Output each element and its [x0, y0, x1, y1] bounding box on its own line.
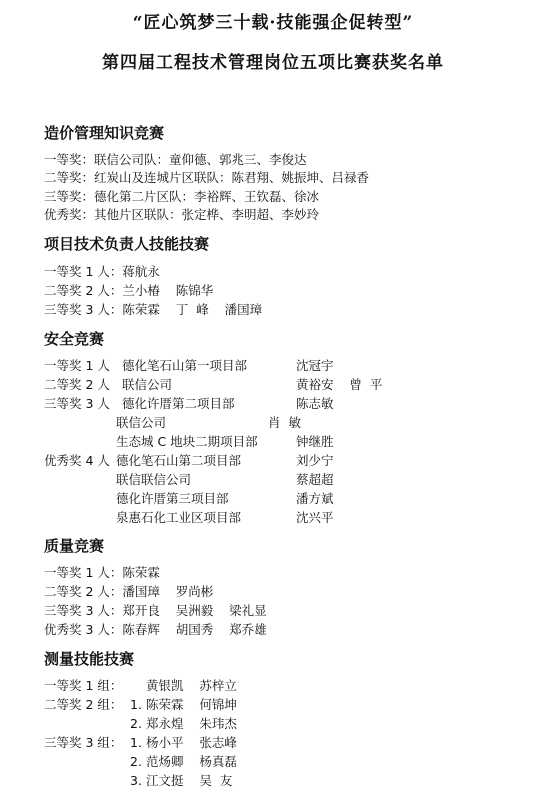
- winner-name: 肖 敏: [268, 415, 301, 430]
- group-number: 1.: [130, 735, 142, 750]
- unit-name: 德化笔石山第一项目部: [122, 358, 248, 373]
- unit-name: 联信联信公司: [116, 472, 192, 487]
- award-line: 二等奖 2 人：潘国璋 罗尚彬: [44, 584, 214, 599]
- winner-name: 钟继胜: [296, 434, 334, 449]
- award-line: 三等奖：德化第二片区队：李裕辉、王钦磊、徐冰: [44, 189, 320, 204]
- winner-name: 沈兴平: [296, 510, 334, 525]
- award-line: 一等奖 1 人：蒋航永: [44, 264, 160, 279]
- award-label: 一等奖 1 组：: [44, 678, 123, 693]
- winner-names: 郑永煌 朱玮杰: [146, 716, 237, 731]
- unit-name: 联信公司: [122, 377, 173, 392]
- winner-name: 蔡超超: [296, 472, 334, 487]
- award-line: 一等奖 1 人：陈荣霖: [44, 565, 160, 580]
- winner-names: 陈荣霖 何锦坤: [146, 697, 237, 712]
- award-line: 二等奖 2 人：兰小椿 陈锦华: [44, 283, 214, 298]
- unit-name: 德化笔石山第二项目部: [116, 453, 242, 468]
- winner-names: 黄银凯 苏梓立: [146, 678, 237, 693]
- section-heading-tech-lead: 项目技术负责人技能技赛: [44, 235, 210, 253]
- award-line: 优秀奖：其他片区联队：张定桦、李明超、李妙玲: [44, 207, 320, 222]
- group-number: 2.: [130, 716, 142, 731]
- award-label: 三等奖 3 人: [44, 396, 110, 411]
- award-line: 三等奖 3 人：陈荣霖 丁 峰 潘国璋: [44, 302, 263, 317]
- winner-names: 杨小平 张志峰: [146, 735, 237, 750]
- award-label: 二等奖 2 人: [44, 377, 110, 392]
- section-heading-quality: 质量竞赛: [44, 537, 105, 555]
- winner-names: 江文挺 吴 友: [146, 773, 233, 788]
- award-label: 一等奖 1 人: [44, 358, 110, 373]
- award-line: 三等奖 3 人：郑开良 吴洲毅 梁礼显: [44, 603, 267, 618]
- section-heading-cost: 造价管理知识竞赛: [44, 124, 165, 142]
- document-title-line1: “匠心筑梦三十载·技能强企促转型”: [132, 13, 414, 33]
- winner-names: 范炀卿 杨真磊: [146, 754, 237, 769]
- winner-name: 沈冠宇: [296, 358, 334, 373]
- winner-name: 黄裕安 曾 平: [296, 377, 383, 392]
- document-title-line2: 第四届工程技术管理岗位五项比赛获奖名单: [102, 53, 444, 73]
- award-label: 二等奖 2 组：: [44, 697, 123, 712]
- unit-name: 生态城 C 地块二期项目部: [116, 434, 258, 449]
- award-label: 三等奖 3 组：: [44, 735, 123, 750]
- award-line: 二等奖：红炭山及连城片区联队：陈君翔、姚振坤、吕禄香: [44, 170, 370, 185]
- section-heading-safety: 安全竞赛: [44, 330, 105, 348]
- group-number: 2.: [130, 754, 142, 769]
- winner-name: 刘少宁: [296, 453, 334, 468]
- award-line: 优秀奖 3 人：陈春辉 胡国秀 郑乔雄: [44, 622, 267, 637]
- group-number: 3.: [130, 773, 142, 788]
- unit-name: 泉惠石化工业区项目部: [116, 510, 242, 525]
- unit-name: 联信公司: [116, 415, 167, 430]
- winner-name: 潘方斌: [296, 491, 334, 506]
- winner-name: 陈志敏: [296, 396, 334, 411]
- unit-name: 德化许厝第二项目部: [122, 396, 235, 411]
- unit-name: 德化许厝第三项目部: [116, 491, 229, 506]
- group-number: 1.: [130, 697, 142, 712]
- award-label: 优秀奖 4 人: [44, 453, 110, 468]
- section-heading-survey: 测量技能技赛: [44, 650, 135, 668]
- award-line: 一等奖：联信公司队：童仰德、郭兆三、李俊达: [44, 152, 307, 167]
